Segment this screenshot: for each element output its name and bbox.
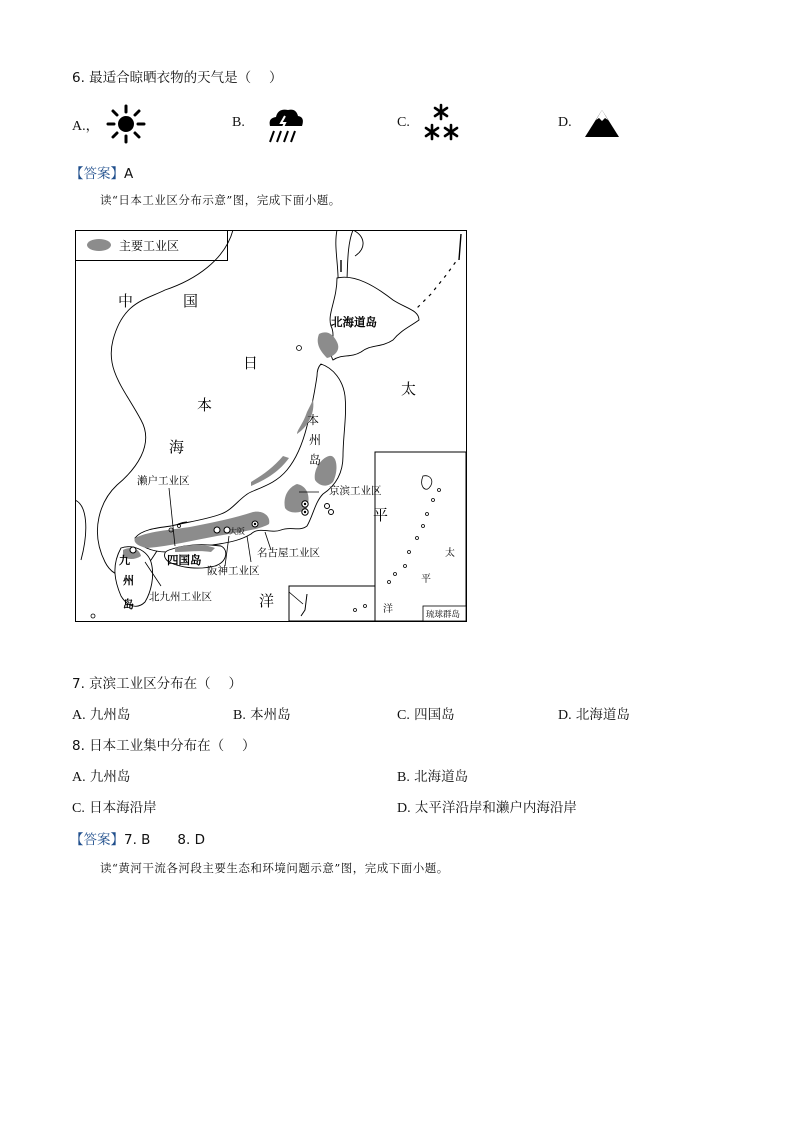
- answer-tag: 【答案】: [70, 832, 124, 848]
- label-kyushu-1: 九: [119, 554, 130, 567]
- label-inset-3: 洋: [383, 604, 393, 615]
- option-letter: A.: [72, 119, 86, 134]
- option-letter: B.: [397, 770, 410, 785]
- label-honshu-3: 岛: [309, 453, 322, 467]
- option-text: 九州岛: [89, 769, 131, 785]
- label-nagoya: 名古屋工业区: [257, 547, 320, 559]
- answer-6: [70, 162, 133, 182]
- japan-industry-map: [75, 230, 467, 622]
- option-letter: D.: [397, 801, 411, 816]
- option-letter: D.: [558, 115, 572, 130]
- option-letter: B.: [232, 115, 245, 130]
- answer-7-8: [70, 828, 205, 848]
- label-kyushu-2: 州: [123, 574, 134, 587]
- q8-option-c[interactable]: [72, 796, 157, 817]
- answer-value: 7. B 8. D: [124, 832, 205, 848]
- label-honshu-1: 本: [307, 413, 320, 427]
- option-extra: ，: [85, 118, 100, 134]
- label-inset-1: 太: [445, 548, 455, 559]
- label-pacific-1: 太: [401, 380, 417, 398]
- label-kitakyushu: 北九州工业区: [149, 591, 212, 603]
- option-text: 北海道岛: [575, 707, 630, 723]
- option-letter: D.: [558, 708, 572, 723]
- answer-value: A: [124, 166, 134, 182]
- thunder-rain-icon: [264, 104, 306, 146]
- label-ryukyu: 琉球群岛: [426, 610, 461, 620]
- q7-option-d[interactable]: [558, 703, 630, 724]
- option-text: 北海道岛: [414, 769, 469, 785]
- label-japansea-2: 本: [197, 396, 213, 414]
- question-6-stem: 6. 最适合晾晒衣物的天气是（ ）: [72, 70, 283, 86]
- q6-option-d[interactable]: [558, 114, 572, 131]
- label-pacific-2: 平: [373, 506, 389, 524]
- label-pacific-3: 洋: [259, 592, 275, 610]
- option-letter: A.: [72, 708, 86, 723]
- option-text: 日本海沿岸: [89, 800, 157, 816]
- label-japansea-3: 海: [169, 438, 185, 456]
- label-hanshin: 阪神工业区: [207, 565, 260, 577]
- option-letter: A.: [72, 770, 86, 785]
- inset-box: [375, 452, 466, 621]
- legend-swatch: [87, 239, 111, 251]
- q6-option-c[interactable]: [397, 114, 410, 131]
- option-text: 本州岛: [250, 707, 291, 723]
- question-7-stem: 7. 京滨工业区分布在（ ）: [72, 676, 242, 692]
- label-china-1: 中: [118, 292, 134, 310]
- answer-tag: 【答案】: [70, 166, 124, 182]
- q6-option-b[interactable]: [232, 114, 245, 131]
- label-osaka: 大阪: [229, 527, 245, 536]
- question-8-stem: 8. 日本工业集中分布在（ ）: [72, 738, 256, 754]
- label-kyushu-3: 岛: [123, 598, 134, 611]
- option-letter: C.: [72, 801, 85, 816]
- intro-yellow-river: 读“黄河干流各河段主要生态和环境问题示意”图，完成下面小题。: [100, 861, 449, 875]
- option-text: 四国岛: [414, 707, 455, 723]
- q6-option-a[interactable]: [72, 114, 99, 135]
- snow-mountain-icon: [583, 107, 621, 139]
- label-honshu-2: 州: [309, 433, 322, 447]
- q7-option-c[interactable]: [397, 703, 455, 724]
- intro-japan-map: 读“日本工业区分布示意”图，完成下面小题。: [100, 193, 341, 207]
- q8-option-a[interactable]: [72, 765, 130, 786]
- option-letter: C.: [397, 708, 410, 723]
- label-inset-2: 平: [421, 574, 431, 585]
- label-japansea-1: 日: [243, 354, 259, 372]
- q7-option-a[interactable]: [72, 703, 130, 724]
- label-keihin: 京滨工业区: [329, 485, 382, 497]
- label-setouchi: 濑户工业区: [137, 475, 190, 487]
- option-letter: C.: [397, 115, 410, 130]
- option-letter: B.: [233, 708, 246, 723]
- legend-label: 主要工业区: [119, 239, 180, 253]
- sunny-icon: [106, 104, 146, 144]
- snow-icon: [422, 102, 462, 144]
- label-china-2: 国: [183, 292, 199, 310]
- q8-option-b[interactable]: [397, 765, 468, 786]
- option-text: 太平洋沿岸和濑户内海沿岸: [414, 800, 577, 816]
- q7-option-b[interactable]: [233, 703, 291, 724]
- option-text: 九州岛: [89, 707, 131, 723]
- label-hokkaido: 北海道岛: [331, 315, 377, 329]
- label-shikoku: 四国岛: [167, 553, 202, 567]
- q8-option-d[interactable]: [397, 796, 577, 817]
